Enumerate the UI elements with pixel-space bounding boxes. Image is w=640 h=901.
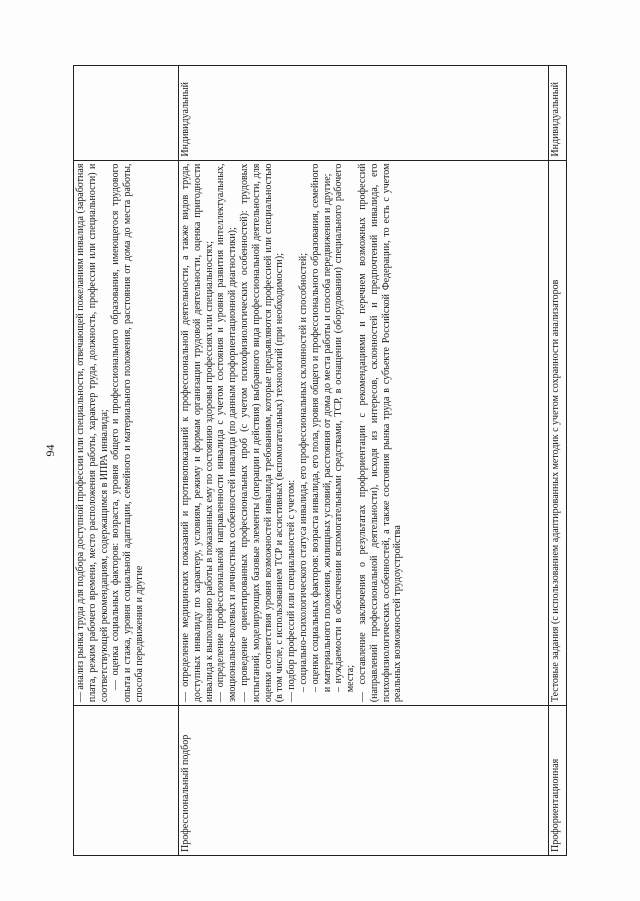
list-item: — анализ рынка труда для подбора доступной профессии или специальности, отвечающей пожеланиям инвалида (заработная плата, режим рабочего времени, место расположения работы, характер труда, должность, профессии или специальности) и соответствующей рекомендациям, содержащимся в ИПРА инвалида; bbox=[75, 163, 110, 703]
form-cell: Индивидуальный bbox=[549, 66, 567, 161]
section-cell: Профессиональный подбор bbox=[179, 706, 549, 856]
section-cell: Профориентационная bbox=[549, 706, 567, 856]
content-cell bbox=[179, 160, 549, 706]
list-item: – нуждаемости в обеспечении вспомогательными средствами, ТСР, в оснащении (оборудовании) специального рабочего места; bbox=[333, 163, 357, 693]
list-item: — подбор профессий или специальностей с учетом: bbox=[286, 479, 298, 703]
content-cell bbox=[549, 160, 567, 706]
section-cell bbox=[74, 706, 179, 856]
page-number: 94 bbox=[43, 444, 57, 457]
table-row bbox=[74, 66, 179, 856]
list-item: — определение профессиональной направленности инвалида с учетом состояния и уровня развития интеллектуальных, эмоционально-волевых и личностных особенностей инвалида (по данным профориентационной диагностики); bbox=[215, 163, 239, 703]
list-item: – оценки социальных факторов: возраста инвалида, его пола, уровня общего и профессионального образования, семейного и материального положения, жилищных условий, расстояния от дома до места работы и способа передвижения и другие; bbox=[309, 163, 333, 693]
list-item: – социально-психологического статуса инвалида, его профессиональных склонностей и способностей; bbox=[297, 253, 309, 693]
list-item: — составление заключения о результатах профориентации с рекомендациями и перечнем возможных профессий (направлений профессиональной деятельности), исходя из интересов, склонностей и предпочтений инвалида, его психофизиологических особенностей, а также состояния рынка труда в субъекте Российской Федерации, то есть с учетом реальных возможностей трудоустройства bbox=[356, 163, 404, 703]
content-cell bbox=[74, 160, 179, 706]
rehabilitation-table bbox=[73, 65, 567, 856]
list-item: Тестовые задания (с использованием адаптированных методик с учетом сохранности анализаторов bbox=[550, 279, 561, 703]
table-row bbox=[179, 66, 549, 856]
list-item: — проведение ориентированных профессиональных проб (с учетом психофизиологических особенностей): трудовых испытаний, моделирующих базовые элементы (операции и действия) выбранного вида профессиональной деятельности, для оценки соответствия уровня возможностей инвалида требованиям, которые предъявляются профессией или специальностью (в том числе, с использованием ТСР и ассистивных (вспомогательных) технологий (при необходимости); bbox=[238, 163, 286, 703]
list-item: — оценка социальных факторов: возраста, уровня общего и профессионального образования, имеющегося трудового опыта и стажа, уровня социальной адаптации, семейного и материального положения, расстояния от дома до места работы, способа передвижения и другие bbox=[110, 163, 145, 703]
form-cell bbox=[74, 66, 179, 161]
list-item: — определение медицинских показаний и противопоказаний к профессиональной деятельности, а также видов труда, доступных инвалиду по характеру, условиям, режиму и формам организации трудовой деятельности, оценка пригодности инвалида к выполнению работы в показанных ему по состоянию здоровья профессиях или специальностях; bbox=[180, 163, 215, 703]
form-cell: Индивидуальный bbox=[179, 66, 549, 161]
table-row bbox=[549, 66, 567, 856]
